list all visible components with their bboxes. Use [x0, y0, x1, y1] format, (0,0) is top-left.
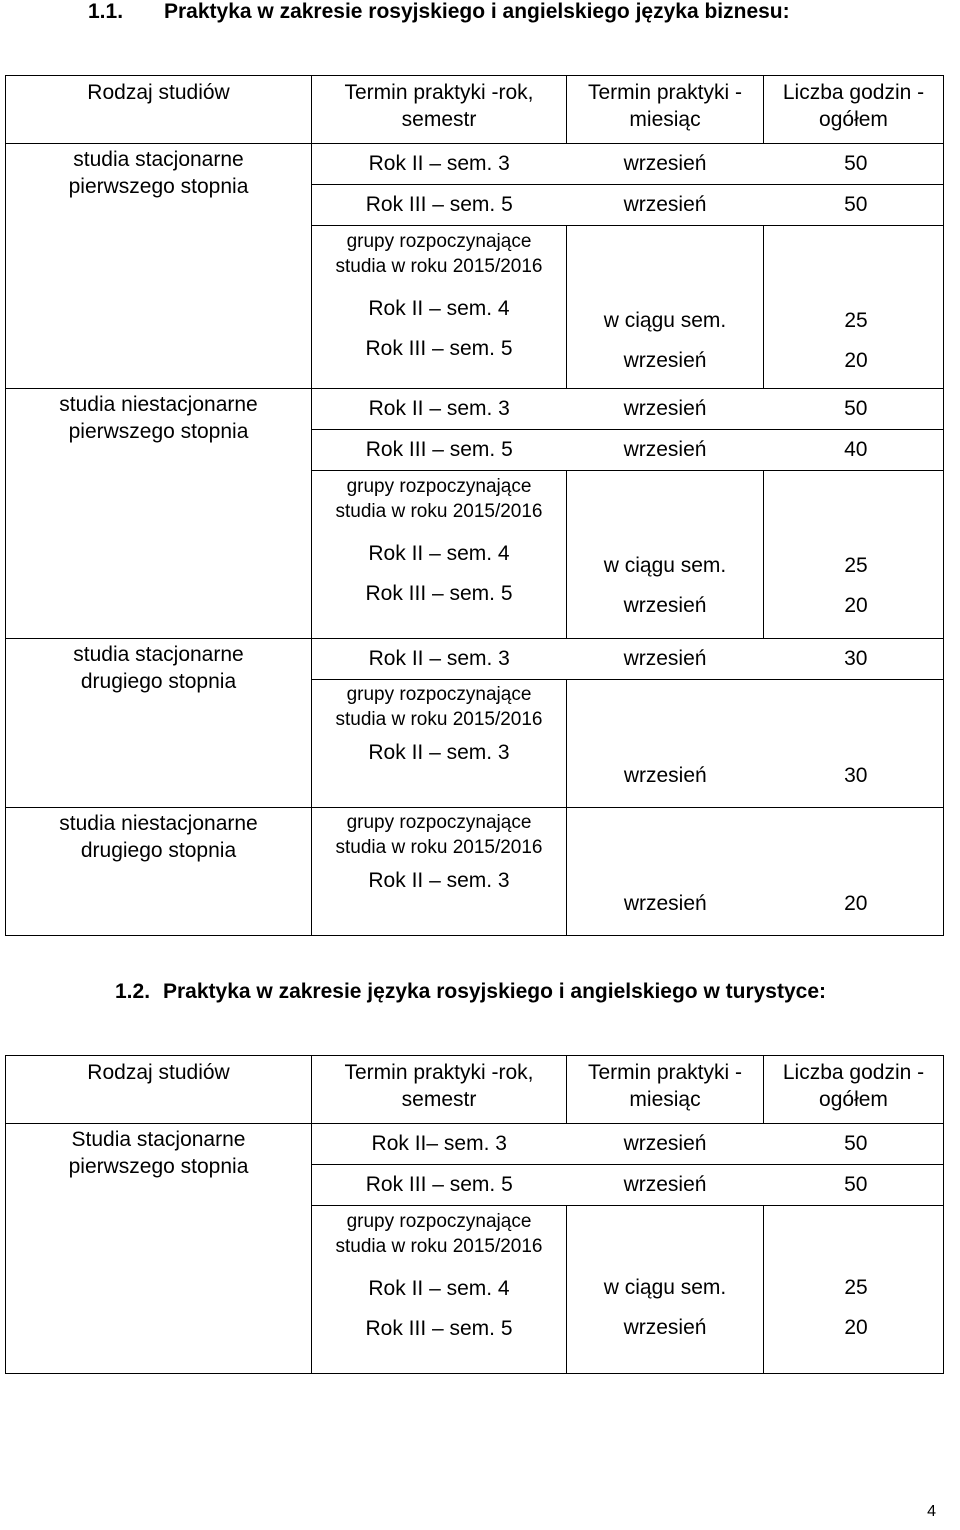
godziny-cell: 50: [764, 185, 944, 226]
termin-cell: Rok II– sem. 3: [312, 1124, 567, 1165]
header-termin: Termin praktyki -rok, semestr: [312, 76, 567, 144]
godziny-cell: 50: [764, 144, 944, 185]
termin-cell: Rok II – sem. 3: [312, 144, 567, 185]
godziny-cell: 20: [764, 808, 944, 936]
group-note: grupy rozpoczynające studia w roku 2015/2016: [335, 684, 543, 730]
section-2-heading: [115, 980, 827, 1004]
header-godziny: Liczba godzin - ogółem: [764, 76, 944, 144]
miesiac-cell: wrzesień: [567, 639, 764, 680]
header-termin: Termin praktyki -rok, semestr: [312, 1056, 567, 1124]
table-row: [6, 808, 944, 936]
header-miesiac: Termin praktyki - miesiąc: [567, 76, 764, 144]
table-row: [6, 1124, 944, 1165]
section-1-heading: [88, 0, 790, 24]
miesiac-cell: wrzesień: [567, 1124, 764, 1165]
section-2-title: Praktyka w zakresie języka rosyjskiego i angielskiego w turystyce:: [163, 980, 827, 1003]
miesiac-cell: w ciągu sem. wrzesień: [567, 226, 764, 389]
termin-cell: Rok III – sem. 5: [312, 430, 567, 471]
header-godziny: Liczba godzin - ogółem: [764, 1056, 944, 1124]
group-note: grupy rozpoczynające studia w roku 2015/2016: [335, 231, 543, 277]
miesiac-cell: wrzesień: [567, 1165, 764, 1206]
internship-table-business: [5, 75, 944, 936]
godziny-cell: 25 20: [764, 1206, 944, 1374]
internship-table-tourism: [5, 1055, 944, 1374]
miesiac-cell: w ciągu sem. wrzesień: [567, 471, 764, 639]
godziny-cell: 50: [764, 1165, 944, 1206]
rodzaj-cell: Studia stacjonarne pierwszego stopnia: [6, 1124, 312, 1374]
rodzaj-cell: studia niestacjonarne drugiego stopnia: [6, 808, 312, 936]
miesiac-cell: w ciągu sem. wrzesień: [567, 1206, 764, 1374]
godziny-cell: 40: [764, 430, 944, 471]
rodzaj-cell: studia stacjonarne drugiego stopnia: [6, 639, 312, 808]
section-2-number: 1.2.: [115, 980, 151, 1003]
termin-cell: grupy rozpoczynające studia w roku 2015/2016 Rok II – sem. 3: [312, 680, 567, 808]
godziny-cell: 30: [764, 680, 944, 808]
miesiac-cell: wrzesień: [567, 680, 764, 808]
miesiac-cell: wrzesień: [567, 430, 764, 471]
table-row: [6, 639, 944, 680]
page-number: 4: [927, 1503, 936, 1520]
header-miesiac: Termin praktyki - miesiąc: [567, 1056, 764, 1124]
termin-cell: grupy rozpoczynające studia w roku 2015/2016 Rok II – sem. 3: [312, 808, 567, 936]
godziny-cell: 50: [764, 1124, 944, 1165]
group-note: grupy rozpoczynające studia w roku 2015/2016: [335, 812, 543, 858]
godziny-cell: 25 20: [764, 226, 944, 389]
miesiac-cell: wrzesień: [567, 808, 764, 936]
rodzaj-cell: studia stacjonarne pierwszego stopnia: [6, 144, 312, 389]
godziny-cell: 50: [764, 389, 944, 430]
termin-cell: Rok III – sem. 5: [312, 1165, 567, 1206]
termin-cell: Rok III – sem. 5: [312, 185, 567, 226]
miesiac-cell: wrzesień: [567, 185, 764, 226]
group-note: grupy rozpoczynające studia w roku 2015/2016: [335, 476, 543, 522]
godziny-cell: 30: [764, 639, 944, 680]
termin-cell: grupy rozpoczynające studia w roku 2015/2016 Rok II – sem. 4 Rok III – sem. 5: [312, 471, 567, 639]
termin-cell: grupy rozpoczynające studia w roku 2015/2016 Rok II – sem. 4 Rok III – sem. 5: [312, 1206, 567, 1374]
header-rodzaj: Rodzaj studiów: [6, 76, 312, 144]
termin-cell: Rok II – sem. 3: [312, 389, 567, 430]
godziny-cell: 25 20: [764, 471, 944, 639]
termin-cell: grupy rozpoczynające studia w roku 2015/2016 Rok II – sem. 4 Rok III – sem. 5: [312, 226, 567, 389]
table-row: [6, 389, 944, 430]
table-row: [6, 144, 944, 185]
miesiac-cell: wrzesień: [567, 144, 764, 185]
header-rodzaj: Rodzaj studiów: [6, 1056, 312, 1124]
group-note: grupy rozpoczynające studia w roku 2015/2016: [335, 1211, 543, 1257]
section-1-number: 1.1.: [88, 0, 124, 23]
miesiac-cell: wrzesień: [567, 389, 764, 430]
termin-cell: Rok II – sem. 3: [312, 639, 567, 680]
section-1-title: Praktyka w zakresie rosyjskiego i angielskiego języka biznesu:: [164, 0, 790, 23]
rodzaj-cell: studia niestacjonarne pierwszego stopnia: [6, 389, 312, 639]
